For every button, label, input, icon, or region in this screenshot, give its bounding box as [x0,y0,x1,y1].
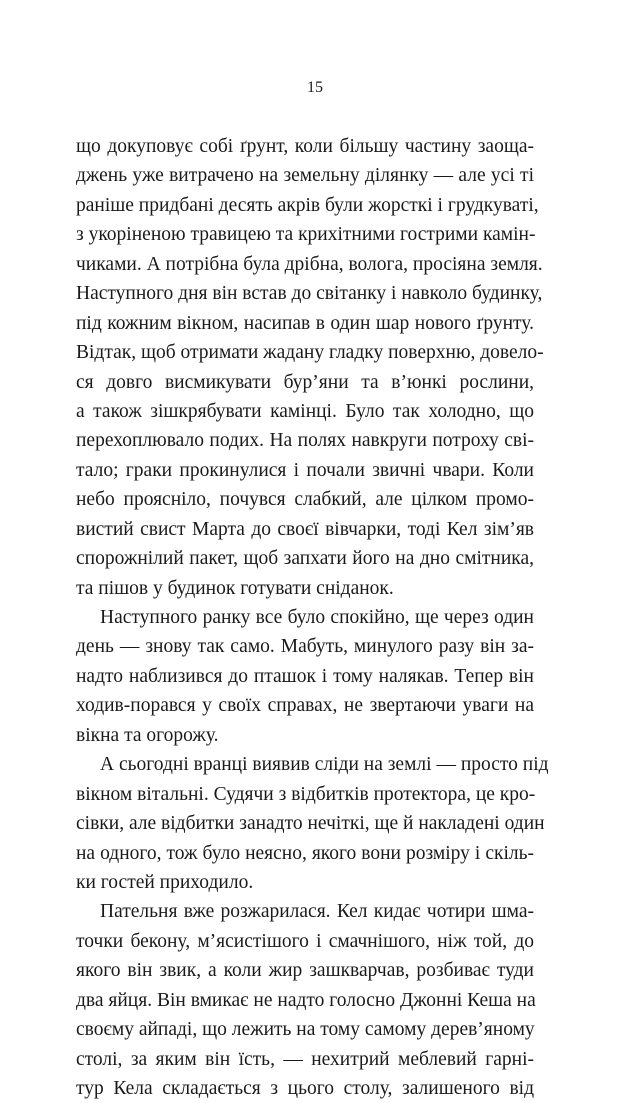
text-line: якого він звик, а коли жир зашкварчав, розбиває туди [76,960,534,982]
text-line: А сьогодні вранці виявив сліди на землі — просто під [100,754,549,776]
text-line: вікна та огорожу. [76,724,219,746]
text-line: спорожнілий пакет, щоб запхати його на дно смітника, [76,548,534,570]
text-line: небо проясніло, почувся слабкий, але цілком промо- [76,489,534,511]
text-line: Пательня вже розжарилася. Кел кидає чотири шма- [100,901,534,923]
text-line: два яйця. Він вмикає не надто голосно Джонні Кеша на [76,989,536,1011]
text-line: джень уже витрачено на земельну ділянку — але усі ті [76,165,534,187]
text-line: ходив-порався у своїх справах, не звертаючи уваги на [76,695,534,717]
text-line: день — знову так само. Мабуть, минулого разу він за- [76,636,534,658]
text-line: вікном вітальні. Судячи з відбитків протектора, це кро- [76,783,536,805]
text-line: що докуповує собі ґрунт, коли більшу частину заоща- [76,136,534,157]
text-line: точки бекону, м’ясистішого і смачнішого, ніж той, до [76,930,534,952]
text-line: на одного, тож було неясно, якого вони розміру і скіль- [76,842,534,864]
text-line: ся довго висмикувати бур’яни та в’юнкі рослини, [76,371,534,393]
text-line: вистий свист Марта до своєї вівчарки, тоді Кел зім’яв [76,518,534,540]
text-line: з укоріненою травицею та крихітними гострими камін- [76,224,536,246]
text-line: надто наблизився до пташок і тому налякав. Тепер він [76,665,534,687]
text-line: своєму айпаді, що лежить на тому самому дерев’яному [76,1019,535,1041]
text-line: ки гостей приходило. [76,871,254,893]
text-line: сівки, але відбитки занадто нечіткі, ще й накладені один [76,813,545,835]
text-line: столі, за яким він їсть, — нехитрий меблевий гарні- [76,1048,534,1070]
text-line: а також зішкрябувати камінці. Було так холодно, що [76,400,534,422]
text-line: раніше придбані десять акрів були жорсткі і грудкуваті, [76,194,539,216]
page-number: 15 [307,79,323,96]
text-line: тало; граки прокинулися і почали звичні чвари. Коли [76,459,534,481]
text-line: Наступного дня він встав до світанку і навколо будинку, [76,283,543,305]
text-line: Наступного ранку все було спокійно, ще через один [100,607,534,628]
text-line: під кожним вікном, насипав в один шар нового ґрунту. [76,312,534,334]
text-line: Відтак, щоб отримати жадану гладку поверхню, довело- [76,342,544,364]
body-text [76,132,549,1103]
text-line: тур Кела складається з цього столу, залишеного від [76,1078,534,1099]
text-line: та пішов у будинок готувати сніданок. [76,577,394,599]
text-line: чиками. А потрібна була дрібна, волога, просіяна земля. [76,253,543,275]
text-line: перехоплювало подих. На полях навкруги потроху сві- [76,430,534,452]
